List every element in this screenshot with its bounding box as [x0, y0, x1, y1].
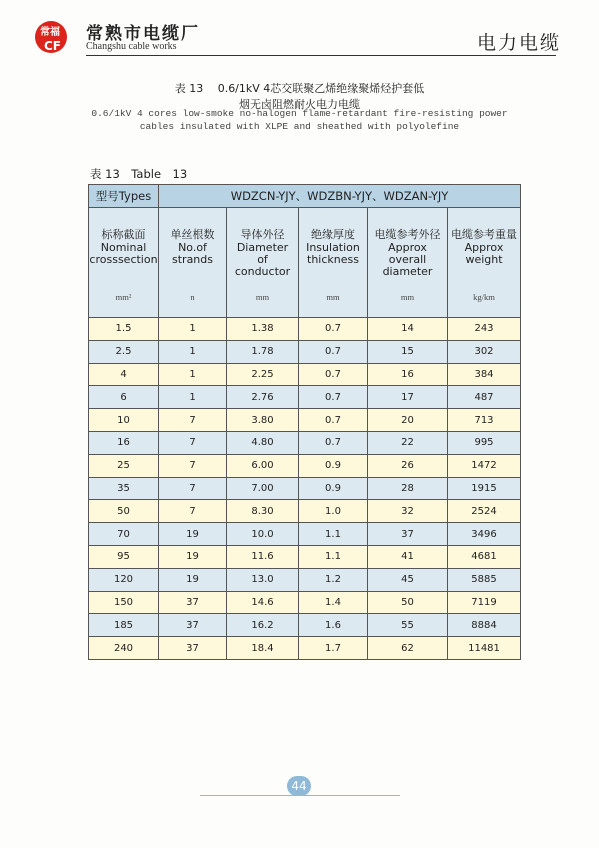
col-header-en: Insulation [306, 241, 360, 254]
table-cell: 14.6 [227, 591, 299, 614]
table-cell: 1.0 [299, 500, 368, 523]
brand-name-cn: 常熟市电缆厂 [86, 24, 200, 44]
section-title: 电力电缆 [476, 32, 561, 54]
table-cell: 0.7 [299, 431, 368, 454]
table-cell: 0.7 [299, 363, 368, 386]
table-cell: 0.7 [299, 340, 368, 363]
table-cell: 35 [89, 477, 159, 500]
col-header-en: crosssection [89, 253, 158, 266]
col-header-en: weight [465, 253, 503, 266]
table-cell: 1 [159, 318, 227, 341]
table-cell: 1.1 [299, 523, 368, 546]
col-header-weight [448, 208, 521, 318]
table-cell: 0.7 [299, 318, 368, 341]
column-header-row [89, 208, 521, 318]
table-cell: 4681 [448, 545, 521, 568]
table-cell: 150 [89, 591, 159, 614]
table-cell: 1 [159, 386, 227, 409]
col-header-unit: mm [326, 292, 340, 302]
table-cell: 1.7 [299, 637, 368, 660]
col-header-en: Approx [464, 241, 504, 254]
col-header-cn: 导体外径 [240, 228, 285, 241]
table-cell: 70 [89, 523, 159, 546]
col-header-en: diameter [382, 265, 433, 278]
table-cell: 11.6 [227, 545, 299, 568]
table-cell: 0.9 [299, 454, 368, 477]
table-cell: 37 [159, 637, 227, 660]
col-header-en: conductor [234, 265, 291, 278]
table-cell: 20 [368, 409, 448, 432]
table-cell: 384 [448, 363, 521, 386]
table-cell: 7 [159, 477, 227, 500]
table-cell: 302 [448, 340, 521, 363]
table-cell: 185 [89, 614, 159, 637]
table-row [89, 637, 521, 660]
table-cell: 2.5 [89, 340, 159, 363]
table-cell: 10 [89, 409, 159, 432]
svg-text:常福: 常福 [40, 27, 60, 38]
model-label: 型号Types [89, 185, 159, 208]
table-cell: 1.78 [227, 340, 299, 363]
table-cell: 19 [159, 568, 227, 591]
table-cell: 8884 [448, 614, 521, 637]
table-cell: 243 [448, 318, 521, 341]
col-header-unit: n [190, 292, 195, 302]
company-logo [34, 19, 80, 55]
table-cell: 16.2 [227, 614, 299, 637]
table-cell: 6 [89, 386, 159, 409]
col-header-cross-section [89, 208, 159, 318]
table-cell: 37 [159, 591, 227, 614]
brand-name-en: Changshu cable works [86, 41, 177, 52]
col-header-en: thickness [307, 253, 359, 266]
table-title-cn-line2: 烟无卤阻燃耐火电力电缆 [239, 98, 360, 111]
table-cell: 2.25 [227, 363, 299, 386]
table-row [89, 614, 521, 637]
col-header-en: overall [388, 253, 427, 266]
table-cell: 41 [368, 545, 448, 568]
table-row [89, 545, 521, 568]
table-cell: 2.76 [227, 386, 299, 409]
col-header-unit: mm [400, 292, 415, 302]
table-title-en-line1: 0.6/1kV 4 cores low-smoke no-halogen flame-retardant fire-resisting power [91, 108, 508, 119]
table-caption: 表 13 Table 13 [90, 167, 188, 181]
table-row [89, 431, 521, 454]
table-cell: 26 [368, 454, 448, 477]
col-header-unit: mm² [115, 292, 132, 302]
table-cell: 16 [368, 363, 448, 386]
header-divider [86, 55, 556, 56]
table-title-cn: 表 13 0.6/1kV 4芯交联聚乙烯绝缘聚烯烃护套低 [174, 82, 425, 95]
table-row [89, 591, 521, 614]
table-cell: 1915 [448, 477, 521, 500]
table-cell: 55 [368, 614, 448, 637]
table-cell: 6.00 [227, 454, 299, 477]
col-header-cn: 电缆参考外径 [374, 228, 441, 241]
table-row [89, 500, 521, 523]
table-cell: 16 [89, 431, 159, 454]
table-cell: 17 [368, 386, 448, 409]
table-row [89, 409, 521, 432]
cable-spec-table [88, 184, 521, 660]
table-cell: 37 [159, 614, 227, 637]
table-row [89, 386, 521, 409]
col-header-cn: 标称截面 [101, 228, 146, 241]
table-cell: 14 [368, 318, 448, 341]
table-cell: 0.7 [299, 386, 368, 409]
table-cell: 5885 [448, 568, 521, 591]
table-cell: 8.30 [227, 500, 299, 523]
col-header-en: strands [172, 253, 213, 266]
table-row [89, 340, 521, 363]
col-header-cn: 电缆参考重量 [451, 228, 517, 241]
table-cell: 19 [159, 545, 227, 568]
col-header-en: Approx [388, 241, 427, 254]
col-header-cn: 绝缘厚度 [311, 228, 355, 241]
col-header-en: of [257, 253, 268, 266]
table-title-en-line2: cables insulated with XLPE and sheathed with polyolefine [139, 121, 460, 132]
model-names: WDZCN-YJY、WDZBN-YJY、WDZAN-YJY [159, 185, 521, 208]
col-header-unit: kg/km [473, 292, 495, 302]
col-header-conductor-diameter [227, 208, 299, 318]
table-cell: 1.6 [299, 614, 368, 637]
table-cell: 487 [448, 386, 521, 409]
table-cell: 3496 [448, 523, 521, 546]
table-cell: 25 [89, 454, 159, 477]
table-cell: 62 [368, 637, 448, 660]
table-row [89, 454, 521, 477]
table-cell: 2524 [448, 500, 521, 523]
table-cell: 1472 [448, 454, 521, 477]
table-cell: 1.5 [89, 318, 159, 341]
table-cell: 45 [368, 568, 448, 591]
table-cell: 1.1 [299, 545, 368, 568]
table-cell: 15 [368, 340, 448, 363]
table-cell: 0.9 [299, 477, 368, 500]
table-cell: 1.2 [299, 568, 368, 591]
table-title-en [0, 107, 599, 133]
col-header-en: Nominal [100, 241, 147, 254]
col-header-en: Diameter [236, 241, 289, 254]
table-cell: 28 [368, 477, 448, 500]
table-cell: 7119 [448, 591, 521, 614]
table-cell: 7 [159, 500, 227, 523]
table-cell: 1.4 [299, 591, 368, 614]
table-cell: 4.80 [227, 431, 299, 454]
table-cell: 18.4 [227, 637, 299, 660]
table-cell: 7.00 [227, 477, 299, 500]
col-header-unit: mm [255, 292, 270, 302]
table-cell: 50 [368, 591, 448, 614]
table-cell: 0.7 [299, 409, 368, 432]
table-cell: 13.0 [227, 568, 299, 591]
svg-text:CF: CF [44, 39, 62, 53]
table-cell: 7 [159, 431, 227, 454]
table-row [89, 318, 521, 341]
table-cell: 713 [448, 409, 521, 432]
table-row [89, 523, 521, 546]
table-cell: 37 [368, 523, 448, 546]
table-cell: 7 [159, 454, 227, 477]
table-cell: 120 [89, 568, 159, 591]
table-row [89, 477, 521, 500]
table-cell: 1.38 [227, 318, 299, 341]
col-header-en: No.of [178, 241, 207, 254]
model-header-row [89, 185, 521, 208]
table-row [89, 568, 521, 591]
page-number: 44 [287, 776, 311, 796]
col-header-insulation-thickness [299, 208, 368, 318]
table-cell: 4 [89, 363, 159, 386]
table-cell: 240 [89, 637, 159, 660]
table-cell: 50 [89, 500, 159, 523]
table-cell: 7 [159, 409, 227, 432]
col-header-cn: 单丝根数 [170, 228, 215, 241]
col-header-overall-diameter [368, 208, 448, 318]
table-cell: 1 [159, 363, 227, 386]
table-cell: 95 [89, 545, 159, 568]
table-cell: 32 [368, 500, 448, 523]
table-cell: 3.80 [227, 409, 299, 432]
table-cell: 19 [159, 523, 227, 546]
table-cell: 11481 [448, 637, 521, 660]
table-cell: 22 [368, 431, 448, 454]
col-header-strands [159, 208, 227, 318]
table-cell: 995 [448, 431, 521, 454]
table-cell: 1 [159, 340, 227, 363]
table-cell: 10.0 [227, 523, 299, 546]
table-row [89, 363, 521, 386]
